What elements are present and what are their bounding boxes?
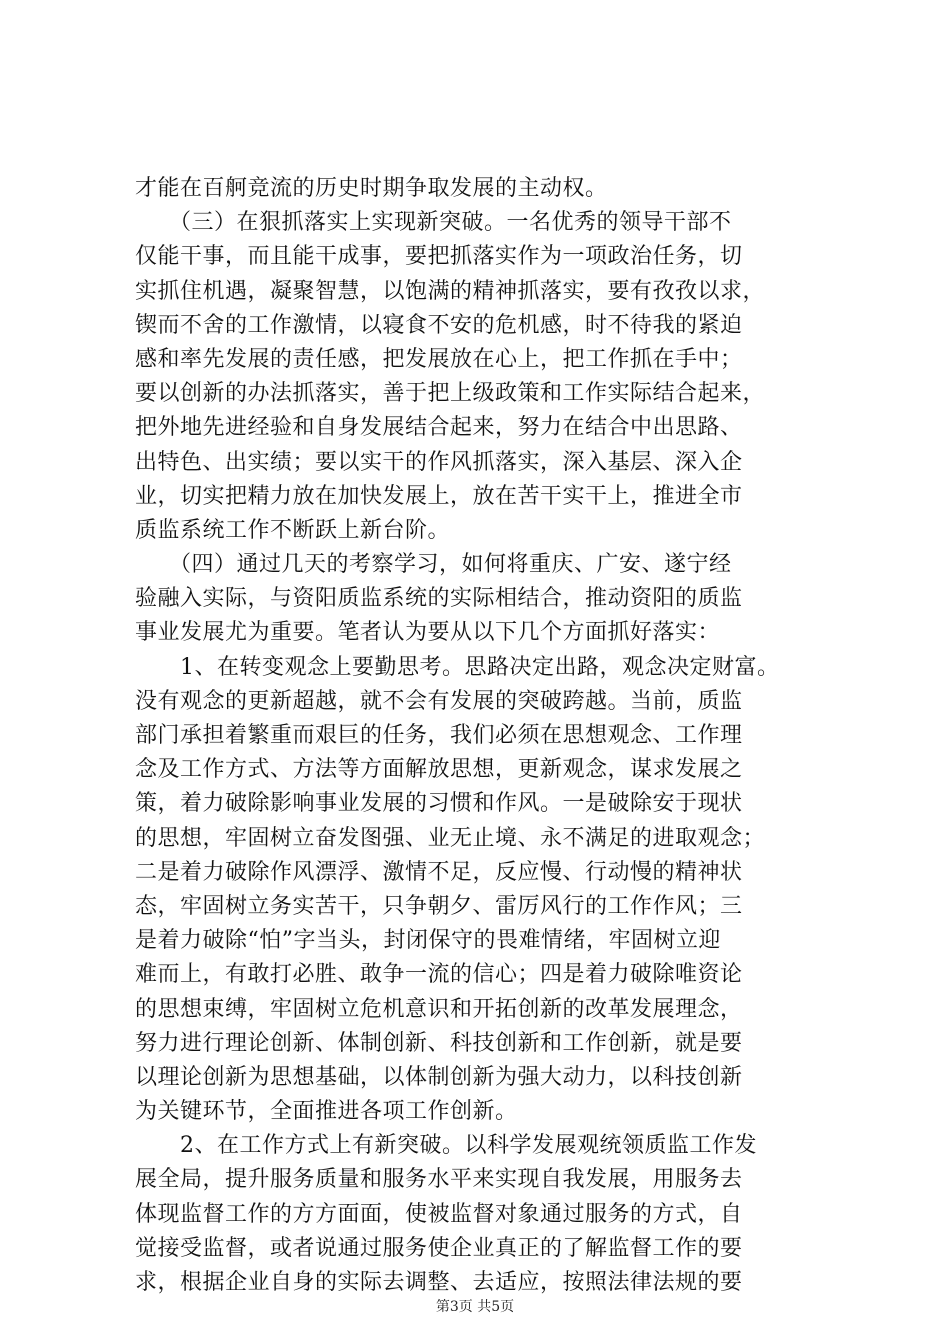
text-line: 2、在工作方式上有新突破。以科学发展观统领质监工作发 xyxy=(135,1133,757,1159)
text-line: 难而上，有敢打必胜、敢争一流的信心；四是着力破除唯资论 xyxy=(135,962,743,988)
text-line: 才能在百舸竞流的历史时期争取发展的主动权。 xyxy=(135,176,608,201)
text-line: （四）通过几天的考察学习，如何将重庆、广安、遂宁经 xyxy=(135,552,732,578)
text-line: 锲而不舍的工作激情，以寝食不安的危机感，时不待我的紧迫 xyxy=(135,312,743,338)
text-line: 是着力破除“怕”字当头，封闭保守的畏难情绪，牢固树立迎 xyxy=(135,928,721,954)
text-line: 的思想束缚，牢固树立危机意识和开拓创新的改革发展理念， xyxy=(135,996,743,1022)
text-line: 的思想，牢固树立奋发图强、业无止境、永不满足的进取观念； xyxy=(135,825,766,851)
text-line: 事业发展尤为重要。笔者认为要从以下几个方面抓好落实： xyxy=(135,620,721,646)
text-line: 念及工作方式、方法等方面解放思想，更新观念，谋求发展之 xyxy=(135,757,743,783)
text-line: 部门承担着繁重而艰巨的任务，我们必须在思想观念、工作理 xyxy=(135,723,743,748)
text-line: 1、在转变观念上要勤思考。思路决定出路，观念决定财富。 xyxy=(135,654,780,680)
text-line: 业，切实把精力放在加快发展上，放在苦干实干上，推进全市 xyxy=(135,483,743,509)
text-line: 没有观念的更新超越，就不会有发展的突破跨越。当前，质监 xyxy=(135,688,743,714)
text-line: 态，牢固树立务实苦干，只争朝夕、雷厉风行的工作作风；三 xyxy=(135,893,743,919)
text-line: 要以创新的办法抓落实，善于把上级政策和工作实际结合起来， xyxy=(135,381,766,407)
text-line: 感和率先发展的责任感，把发展放在心上，把工作抓在手中； xyxy=(135,346,743,372)
text-line: 体现监督工作的方方面面，使被监督对象通过服务的方式，自 xyxy=(135,1201,743,1227)
text-line: 仅能干事，而且能干成事，要把抓落实作为一项政治任务，切 xyxy=(135,244,743,270)
text-line: 出特色、出实绩；要以实干的作风抓落实，深入基层、深入企 xyxy=(135,449,743,475)
text-line: 策，着力破除影响事业发展的习惯和作风。一是破除安于现状 xyxy=(135,791,743,817)
document-body xyxy=(135,172,835,1300)
text-line: 实抓住机遇，凝聚智慧，以饱满的精神抓落实，要有孜孜以求， xyxy=(135,278,766,304)
text-line: 展全局，提升服务质量和服务水平来实现自我发展，用服务去 xyxy=(135,1167,743,1193)
text-line: 二是着力破除作风漂浮、激情不足，反应慢、行动慢的精神状 xyxy=(135,859,743,885)
text-line: （三）在狠抓落实上实现新突破。一名优秀的领导干部不 xyxy=(135,210,732,236)
text-line: 验融入实际，与资阳质监系统的实际相结合，推动资阳的质监 xyxy=(135,586,743,612)
text-line: 努力进行理论创新、体制创新、科技创新和工作创新，就是要 xyxy=(135,1030,743,1056)
text-line: 质监系统工作不断跃上新台阶。 xyxy=(135,517,451,543)
page-footer: 第3页 共5页 xyxy=(435,1299,515,1315)
text-line: 以理论创新为思想基础，以体制创新为强大动力，以科技创新 xyxy=(135,1064,743,1090)
text-line: 求，根据企业自身的实际去调整、去适应，按照法律法规的要 xyxy=(135,1270,743,1295)
text-line: 把外地先进经验和自身发展结合起来，努力在结合中出思路、 xyxy=(135,415,743,441)
text-line: 觉接受监督，或者说通过服务使企业真正的了解监督工作的要 xyxy=(135,1235,743,1261)
text-line: 为关键环节，全面推进各项工作创新。 xyxy=(135,1099,518,1125)
